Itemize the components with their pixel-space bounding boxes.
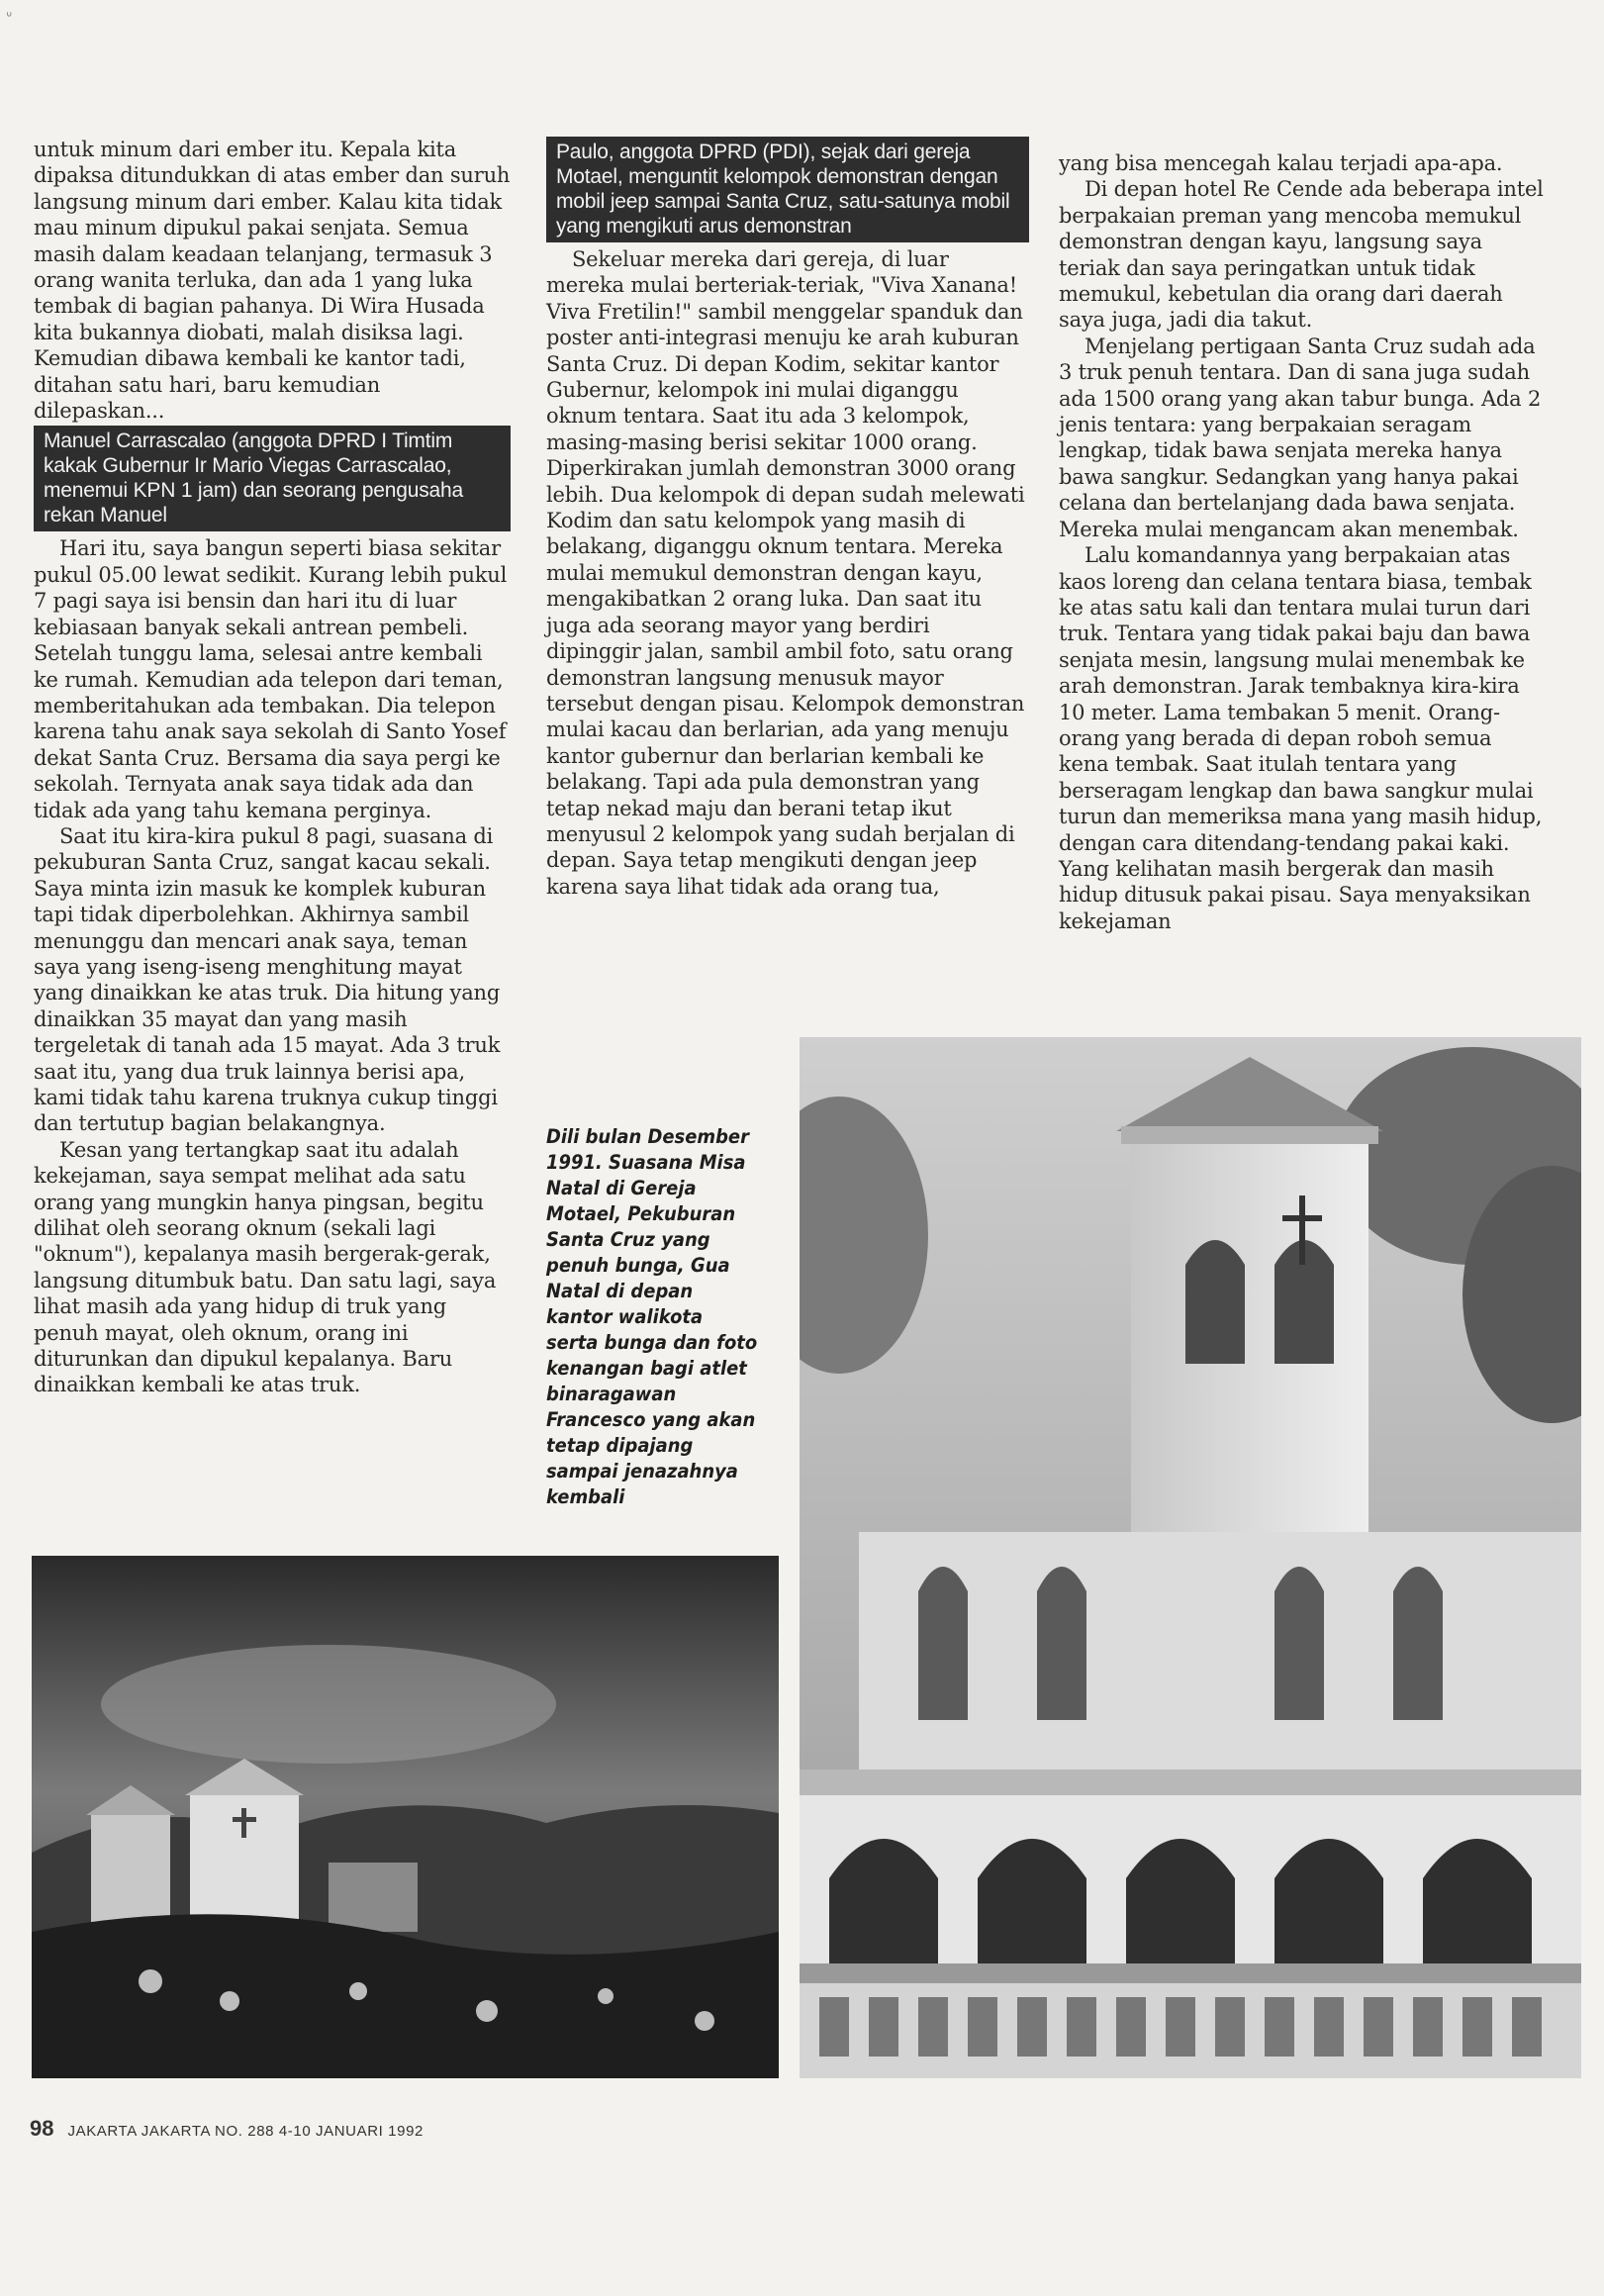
- paragraph: Sekeluar mereka dari gereja, di luar mereka mulai berteriak-teriak, "Viva Xanana! Viva Fretilin!" sambil menggelar spanduk dan poster anti-integrasi menuju ke arah kuburan Santa Cruz. Di depan Kodim, sekitar kantor Gubernur, kelompok ini mulai diganggu oknum tentara. Saat itu ada 3 kelompok, masing-masing berisi sekitar 1000 orang. Diperkirakan jumlah demonstran 3000 orang lebih. Dua kelompok di depan sudah melewati Kodim dan satu kelompok yang masih di belakang, diganggu oknum tentara. Mereka mulai memukul demonstran dengan kayu, mengakibatkan 2 orang luka. Dan saat itu juga ada seorang mayor yang berdiri dipinggir jalan, sambil ambil foto, satu orang demonstran langsung menusuk mayor tersebut dengan pisau. Kelompok demonstran mulai kacau dan berlarian, ada yang menuju kantor gubernur dan berlarian kembali ke belakang. Tapi ada pula demonstran yang tetap nekad maju dan berani tetap ikut menyusul 2 kelompok yang sudah berjalan di depan. Saya tetap mengikuti dengan jeep karena saya lihat tidak ada orang tua,: [546, 247, 1025, 899]
- page-number: 98: [30, 2116, 54, 2141]
- article-column-2: [546, 137, 1029, 900]
- church-photo: [800, 1037, 1581, 2078]
- paragraph: Kesan yang tertangkap saat itu adalah kekejaman, saya sempat melihat ada satu orang yang mungkin hanya pingsan, begitu dilihat oleh seorang oknum (sekali lagi "oknum"), kepalanya masih bergerak-gerak, langsung ditumbuk batu. Dan satu lagi, saya lihat masih ada yang hidup di truk yang penuh mayat, oleh oknum, orang ini diturunkan dan dipukul kepalanya. Baru dinaikkan kembali ke atas truk.: [34, 1137, 497, 1397]
- publication-info: JAKARTA JAKARTA NO. 288 4-10 JANUARI 1992: [67, 2123, 424, 2140]
- corner-mark: ᐡ: [6, 8, 13, 27]
- article-column-3: [1059, 150, 1548, 934]
- paragraph: Menjelang pertigaan Santa Cruz sudah ada 3 truk penuh tentara. Dan di sana juga sudah ada 1500 orang yang akan tabur bunga. Ada 2 jenis tentara: yang berpakaian seragam lengkap, tidak bawa senjata mereka hanya bawa sangkur. Sedangkan yang hanya pakai celana dan bertelanjang dada bawa senjata. Mereka mulai mengancam akan menembak.: [1059, 334, 1542, 541]
- page-footer: [30, 2116, 424, 2142]
- photo-caption: Dili bulan Desember 1991. Suasana Misa Natal di Gereja Motael, Pekuburan Santa Cruz yang penuh bunga, Gua Natal di depan kantor walikota serta bunga dan foto kenangan bagi atlet binaragawan Francesco yang akan tetap dipajang sampai jenazahnya kembali: [546, 1125, 758, 1508]
- paragraph: Saat itu kira-kira pukul 8 pagi, suasana di pekuburan Santa Cruz, sangat kacau sekali. Saya minta izin masuk ke komplek kuburan tapi tidak diperbolehkan. Akhirnya sambil menunggu dan mencari anak saya, teman saya yang iseng-iseng menghitung mayat yang dinaikkan ke atas truk. Dia hitung yang dinaikkan 35 mayat dan yang masih tergeletak di tanah ada 15 mayat. Ada 3 truk saat itu, yang dua truk lainnya berisi apa, kami tidak tahu karena truknya cukup tinggi dan tertutup bagian belakangnya.: [34, 823, 501, 1136]
- article-column-1: [34, 137, 511, 1398]
- section-heading: Manuel Carrascalao (anggota DPRD I Timtim kakak Gubernur Ir Mario Viegas Carrascalao, menemui KPN 1 jam) dan seorang pengusaha rekan Manuel: [34, 426, 511, 531]
- cemetery-photo: [32, 1556, 779, 2078]
- paragraph: Lalu komandannya yang berpakaian atas kaos loreng dan celana tentara biasa, tembak ke atas satu kali dan tentara mulai turun dari truk. Tentara yang tidak pakai baju dan bawa senjata mesin, langsung mulai menembak ke arah demonstran. Jarak tembaknya kira-kira 10 meter. Lama tembakan 5 menit. Orang-orang yang berada di depan roboh semua kena tembak. Saat itulah tentara yang berseragam lengkap dan bawa sangkur mulai turun dan memeriksa mana yang masih hidup, dengan cara ditendang-tendang pakai kaki. Yang kelihatan masih bergerak dan masih hidup ditusuk pakai pisau. Saya menyaksikan kekejaman: [1059, 543, 1543, 933]
- paragraph: Hari itu, saya bangun seperti biasa sekitar pukul 05.00 lewat sedikit. Kurang lebih pukul 7 pagi saya isi bensin dan hari itu di luar kebiasaan banyak sekali antrean pembeli. Setelah tunggu lama, selesai antre kembali ke rumah. Kemudian ada telepon dari teman, memberitahukan ada tembakan. Dia telepon karena tahu anak saya sekolah di Santo Yosef dekat Santa Cruz. Bersama dia saya pergi ke sekolah. Ternyata anak saya tidak ada dan tidak ada yang tahu kemana perginya.: [34, 536, 508, 822]
- paragraph: yang bisa mencegah kalau terjadi apa-apa.: [1059, 151, 1503, 175]
- paragraph: untuk minum dari ember itu. Kepala kita dipaksa ditundukkan di atas ember dan suruh langsung minum dari ember. Kalau kita tidak mau minum dipukul pakai senjata. Semua masih dalam keadaan telanjang, termasuk 3 orang wanita terluka, dan ada 1 yang luka tembak di bagian pahanya. Di Wira Husada kita bukannya diobati, malah disiksa lagi. Kemudian dibawa kembali ke kantor tadi, ditahan satu hari, baru kemudian dilepaskan...: [34, 138, 511, 424]
- section-heading: Paulo, anggota DPRD (PDI), sejak dari gereja Motael, menguntit kelompok demonstran dengan mobil jeep sampai Santa Cruz, satu-satunya mobil yang mengikuti arus demonstran: [546, 137, 1029, 242]
- paragraph: Di depan hotel Re Cende ada beberapa intel berpakaian preman yang mencoba memukul demonstran dengan kayu, langsung saya teriak dan saya peringatkan untuk tidak memukul, kebetulan dia orang dari daerah saya juga, jadi dia takut.: [1059, 177, 1544, 333]
